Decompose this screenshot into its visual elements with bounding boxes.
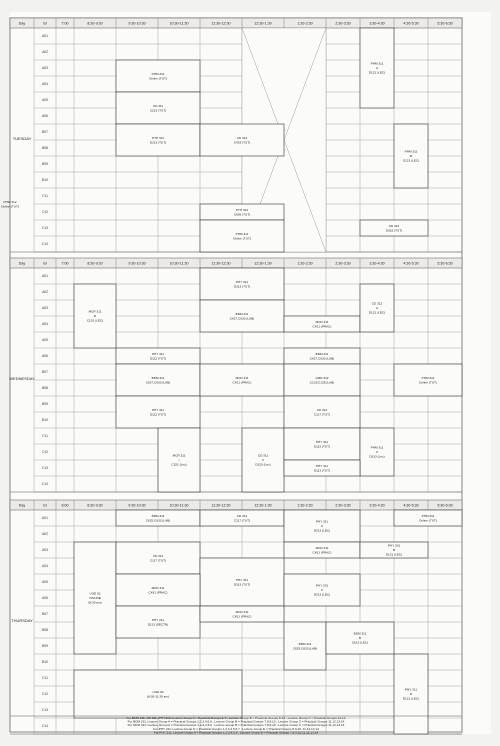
course-text: MCR 311 <box>172 453 186 458</box>
group-label: A06 <box>42 596 48 601</box>
course-text: C609 (TUT) <box>233 212 251 217</box>
course-text: CD 312 <box>236 135 248 140</box>
header-cell: 11:30-12:30 <box>211 21 231 26</box>
course-text: B <box>358 636 362 641</box>
course-text: PHY 311 <box>235 577 249 582</box>
group-label: A05 <box>42 338 48 343</box>
course-block[interactable] <box>394 124 428 188</box>
header-cell: 3:30-4:30 <box>369 21 385 26</box>
course-text: PHY 201 <box>315 583 329 588</box>
course-block[interactable] <box>74 670 242 718</box>
course-text: PHY 201 <box>387 543 401 548</box>
course-text: PHY 311 <box>151 351 165 356</box>
course-block[interactable] <box>200 558 284 606</box>
course-text: C117 (TUT) <box>149 558 167 563</box>
group-label: C11 <box>42 434 48 439</box>
course-text: MCR 311 <box>235 609 249 614</box>
course-text: D313 (TUT) <box>233 284 251 289</box>
course-text: PHM 311 <box>370 61 384 66</box>
course-text: CMR 312 <box>315 375 329 380</box>
course-text: CD 312 <box>371 301 383 306</box>
group-label: A05 <box>42 98 48 103</box>
course-block[interactable] <box>284 348 360 364</box>
header-cell: 8:30-9:30 <box>87 503 103 508</box>
course-text: CD 312 <box>388 223 400 228</box>
course-text: D112 (TUT) <box>149 412 167 417</box>
course-text: CD 312 <box>236 513 248 518</box>
course-block[interactable] <box>200 220 284 252</box>
course-text: C219 (TUT) <box>149 108 167 113</box>
group-label: B09 <box>42 644 48 649</box>
header-cell: Gr <box>43 261 47 266</box>
header-cell: Gr <box>43 21 47 26</box>
course-text: D121 (LEC) <box>368 310 386 315</box>
footer-line: For BDM 311: Lecture Group A = Practical Groups 1,2,3,4,5,6 ; Lecture Group B = Practical Groups 7,8,9,10 ; Lecture Group C = Practical Groups 11,12,13,14 <box>127 719 345 724</box>
course-text: MCR 311 <box>88 309 102 314</box>
course-block[interactable] <box>284 574 360 606</box>
course-block[interactable] <box>242 428 284 492</box>
header-cell: 7:00 <box>61 21 69 26</box>
footer-line: For MCR 311: Lecture Group A = Practical Groups 1,2,3,4,5,6 ; Lecture Group B = Practical Groups 7,8,9,10 ; Lecture Group C = Practical Groups 11,12,13,14 <box>127 723 345 728</box>
course-block[interactable] <box>116 348 200 364</box>
group-label: B08 <box>42 628 48 633</box>
course-text: CD 311 <box>152 553 164 558</box>
group-label: A05 <box>42 580 48 585</box>
course-text: Online (TUT) <box>419 380 437 385</box>
course-text: UGE 02 <box>152 689 164 694</box>
course-text: CD 311 <box>152 103 164 108</box>
group-label: C11 <box>42 676 48 681</box>
group-label: C12 <box>41 450 49 455</box>
group-label: B10 <box>42 418 48 423</box>
course-text: PHM 311 <box>404 149 418 154</box>
group-label: C14 <box>41 724 49 729</box>
header-cell: 5:30-6:30 <box>437 503 453 508</box>
course-text: C421 (PRAC) <box>312 324 332 329</box>
course-block[interactable] <box>394 654 428 734</box>
course-text: PHM 311 <box>421 375 435 380</box>
group-label: C14 <box>41 482 49 487</box>
header-cell: 5:30-6:30 <box>437 21 453 26</box>
course-block[interactable] <box>116 92 200 124</box>
header-row <box>10 258 462 268</box>
course-block[interactable] <box>116 124 200 156</box>
header-cell: 1:30-2:30 <box>297 261 313 266</box>
course-block[interactable] <box>200 510 284 526</box>
course-text: BDM 311 <box>315 351 329 356</box>
header-cell: 4:30-5:30 <box>403 261 419 266</box>
course-text: C431 (PRAC) <box>312 550 332 555</box>
course-block[interactable] <box>200 364 284 396</box>
course-text: C117 (TUT) <box>313 412 331 417</box>
group-label: A04 <box>42 564 48 569</box>
header-cell: 12:30-1:30 <box>254 21 272 26</box>
header-cell: 2:30-3:30 <box>335 503 351 508</box>
course-block[interactable] <box>116 510 200 526</box>
course-text: B <box>392 548 396 553</box>
header-cell: 7:00 <box>61 261 69 266</box>
course-block[interactable] <box>284 316 360 332</box>
group-label: A03 <box>42 306 48 311</box>
course-text: PHY 311 <box>315 463 329 468</box>
course-text: PTH 311 <box>152 135 164 140</box>
header-cell: 8:30-9:30 <box>87 21 103 26</box>
course-text: C117 (TUT) <box>233 518 251 523</box>
group-label: A02 <box>42 50 48 55</box>
header-cell: 6:00 <box>61 503 69 508</box>
course-block[interactable] <box>284 542 360 558</box>
course-text: / <box>178 458 180 463</box>
course-block[interactable] <box>116 364 200 396</box>
header-cell: 8:30-9:30 <box>87 261 103 266</box>
course-block[interactable] <box>284 460 360 476</box>
course-block[interactable] <box>360 220 428 236</box>
course-block[interactable] <box>284 622 326 670</box>
course-text: D313 (TUT) <box>233 582 251 587</box>
course-block[interactable] <box>74 284 116 348</box>
course-block[interactable] <box>394 364 462 396</box>
course-text: D313 (TUT) <box>149 140 167 145</box>
course-text: C613 (LEC) <box>351 640 369 645</box>
group-label: B08 <box>42 386 48 391</box>
group-label: B07 <box>42 612 48 617</box>
course-block[interactable] <box>360 284 394 332</box>
course-text: D121 (LEC) <box>368 70 386 75</box>
group-label: A02 <box>42 290 48 295</box>
course-text: BDM 311 <box>151 375 165 380</box>
group-label: C11 <box>42 194 48 199</box>
header-cell: 2:30-3:30 <box>335 21 351 26</box>
group-label: A04 <box>42 322 48 327</box>
group-label: B09 <box>42 402 48 407</box>
course-text: PHM 311 <box>235 231 249 236</box>
group-label: B09 <box>42 162 48 167</box>
header-cell: 9:30-10:30 <box>128 21 146 26</box>
header-cell: 4:30-5:30 <box>403 21 419 26</box>
course-text: D <box>93 314 97 319</box>
course-block[interactable] <box>1 200 19 208</box>
course-text: CD 311 <box>316 407 328 412</box>
course-text: D313 (LEC) <box>313 528 331 533</box>
group-label: A01 <box>42 274 48 279</box>
course-text: D313 (Lec) <box>255 462 271 467</box>
header-cell: 4:30-5:30 <box>403 503 419 508</box>
group-label: A03 <box>42 548 48 553</box>
course-block[interactable] <box>158 428 200 492</box>
course-text: C <box>375 450 379 455</box>
course-block[interactable] <box>284 428 360 460</box>
course-text: (8:30-11:30 am) <box>147 694 169 699</box>
header-row <box>10 18 462 28</box>
course-text: C419 (TUT) <box>233 140 251 145</box>
group-label: C12 <box>41 692 49 697</box>
course-text: D112 (TUT) <box>149 356 167 361</box>
day-label: WEDNESDAY <box>9 376 35 381</box>
course-text: PHY 311 <box>315 439 329 444</box>
group-label: A06 <box>42 354 48 359</box>
group-label: B10 <box>42 660 48 665</box>
header-cell: 10:30-11:30 <box>169 21 189 26</box>
header-cell: 9:30-10:30 <box>128 261 146 266</box>
group-label: A04 <box>42 82 48 87</box>
header-cell: 2:30-3:30 <box>335 261 351 266</box>
group-label: C14 <box>41 242 49 247</box>
course-block[interactable] <box>284 396 360 428</box>
course-text: PHY 311 <box>235 279 249 284</box>
course-text: PHY 311 <box>315 519 329 524</box>
group-label: A02 <box>42 532 48 537</box>
course-text: BDM 311 <box>353 631 367 636</box>
course-text: D113 (TUT) <box>313 468 331 473</box>
course-block[interactable] <box>116 542 200 574</box>
course-text: PTH 312 <box>235 207 249 212</box>
course-text: BDM 311 <box>151 513 165 518</box>
day-label: THURSDAY <box>11 618 33 623</box>
timetable-sheet <box>1 12 491 735</box>
course-text: D112 (TUT) <box>313 444 331 449</box>
course-block[interactable] <box>284 364 360 396</box>
footer-line: For PHY 211: Lecture Group A = Practical Groups 1,2,3,4,5,6 ; Lecture Group B = Practical Groups 7,8,9,10,11,12,13,14 <box>153 730 319 735</box>
group-label: B07 <box>42 130 48 135</box>
header-cell: 12:30-1:30 <box>254 503 272 508</box>
group-label: C13 <box>41 226 49 231</box>
course-text: C151 (Lec) <box>171 462 187 467</box>
group-label: A01 <box>42 34 48 39</box>
header-cell: Day <box>18 21 26 26</box>
course-text: MCR 311 <box>315 545 329 550</box>
course-block[interactable] <box>116 574 200 606</box>
course-text: D121 (LEC) <box>385 552 403 557</box>
header-cell: 3:30-4:30 <box>369 503 385 508</box>
course-text: C131/C135 (LAB) <box>309 380 335 385</box>
course-block[interactable] <box>360 542 428 558</box>
course-text: Online (TUT) <box>233 236 251 241</box>
course-text: BDM 311 <box>298 641 312 646</box>
course-text: C <box>320 588 324 593</box>
day-label: TUESDAY <box>12 136 32 141</box>
header-cell: Day <box>18 503 26 508</box>
group-label: A03 <box>42 66 48 71</box>
course-text: D121 (LEC) <box>402 696 420 701</box>
course-block[interactable] <box>116 60 200 92</box>
header-cell: 9:30-10:30 <box>128 503 146 508</box>
timetable-grid <box>1 12 491 735</box>
course-text: PHM 311 <box>151 71 165 76</box>
course-text: D313 (LEC) <box>313 592 331 597</box>
header-cell: 12:30-1:30 <box>254 261 272 266</box>
course-text: D313 (Lec) <box>369 454 385 459</box>
course-text: C627,C633 (LAB) <box>229 316 255 321</box>
header-row <box>10 500 462 510</box>
course-block[interactable] <box>326 622 394 654</box>
course-text: D113 (SECTN) <box>147 622 169 627</box>
course-text: UGE 02 <box>89 591 101 596</box>
header-cell: 10:30-11:30 <box>169 261 189 266</box>
course-text: D <box>409 692 413 697</box>
footer-line: For PHY 211: Lecture Group D = Practical Groups 1,2,3,4,5,6,7 ; Lecture Group E = Practical Groups 8,9,10, 11,12,13,14 <box>153 726 319 731</box>
group-label: B07 <box>42 370 48 375</box>
course-block[interactable] <box>74 542 116 654</box>
course-block[interactable] <box>360 428 394 476</box>
course-block[interactable] <box>116 396 200 428</box>
course-text: PHY 211 <box>404 687 418 692</box>
header-cell: 11:30-12:30 <box>211 503 231 508</box>
course-text: BDM 311 <box>235 311 249 316</box>
course-text: PHM 311 <box>370 445 384 450</box>
header-cell: Day <box>18 261 26 266</box>
group-label: C13 <box>41 466 49 471</box>
header-cell: 3:30-4:30 <box>369 261 385 266</box>
course-text: C <box>320 524 324 529</box>
course-text: C627,C633 (LAB) <box>309 356 335 361</box>
course-text: CD 311 <box>257 453 269 458</box>
course-text: D315 (TUT) <box>385 228 403 233</box>
course-text: Online (TUT) <box>419 518 437 523</box>
course-text: Online (TUT) <box>1 204 19 209</box>
course-text: ONLINE <box>89 596 101 601</box>
course-text: C431 (PRAC) <box>148 590 168 595</box>
course-block[interactable] <box>200 268 284 300</box>
course-block[interactable] <box>394 510 462 526</box>
group-label: C13 <box>41 708 49 713</box>
course-text: C627,C633 (LAB) <box>145 380 171 385</box>
course-text: B <box>409 154 413 159</box>
course-text: PHY 311 <box>151 407 165 412</box>
course-text: A <box>375 306 379 311</box>
header-cell: 1:30-2:30 <box>297 21 313 26</box>
course-block[interactable] <box>200 124 284 156</box>
course-text: MCR 311 <box>315 319 329 324</box>
header-cell: Gr <box>43 503 47 508</box>
course-block[interactable] <box>284 510 360 542</box>
course-block[interactable] <box>116 606 200 638</box>
header-cell: 1:30-2:30 <box>297 503 313 508</box>
course-text: Online (TUT) <box>149 76 167 81</box>
course-text: A <box>375 66 379 71</box>
course-text: C421 (PRAC) <box>232 380 252 385</box>
course-text: (8:30 am) <box>88 600 102 605</box>
course-block[interactable] <box>200 204 284 220</box>
course-text: G121 (LEC) <box>402 158 420 163</box>
course-text: C625,C633 (LAB) <box>145 518 171 523</box>
course-text: C625,C633 (LAB) <box>292 646 318 651</box>
header-cell: 10:30-11:30 <box>169 503 189 508</box>
course-block[interactable] <box>200 606 284 622</box>
course-text: PHM 311 <box>421 513 435 518</box>
course-text: PHY 211 <box>151 617 165 622</box>
group-label: B08 <box>42 146 48 151</box>
group-label: A01 <box>42 516 48 521</box>
course-text: C <box>261 458 265 463</box>
course-text: PHM 312 <box>3 199 17 204</box>
group-label: B10 <box>42 178 48 183</box>
group-label: C12 <box>41 210 49 215</box>
course-block[interactable] <box>200 300 284 332</box>
header-cell: 5:30-6:30 <box>437 261 453 266</box>
group-label: A06 <box>42 114 48 119</box>
footer-line: For BMR 311, CD 311, PTH 312: Lecture Group A = Practical Groups 1-7 ; Lecture Group B = Practical Groups 8-14 ; Lecture Group C = Practical Groups 11-14 <box>126 716 346 720</box>
course-text: C151 (LEC) <box>86 318 104 323</box>
course-text: C421 (PRAC) <box>232 614 252 619</box>
header-cell: 11:30-12:30 <box>211 261 231 266</box>
course-block[interactable] <box>360 28 394 108</box>
course-text: MCR 311 <box>151 585 165 590</box>
course-text: MCR 311 <box>235 375 249 380</box>
